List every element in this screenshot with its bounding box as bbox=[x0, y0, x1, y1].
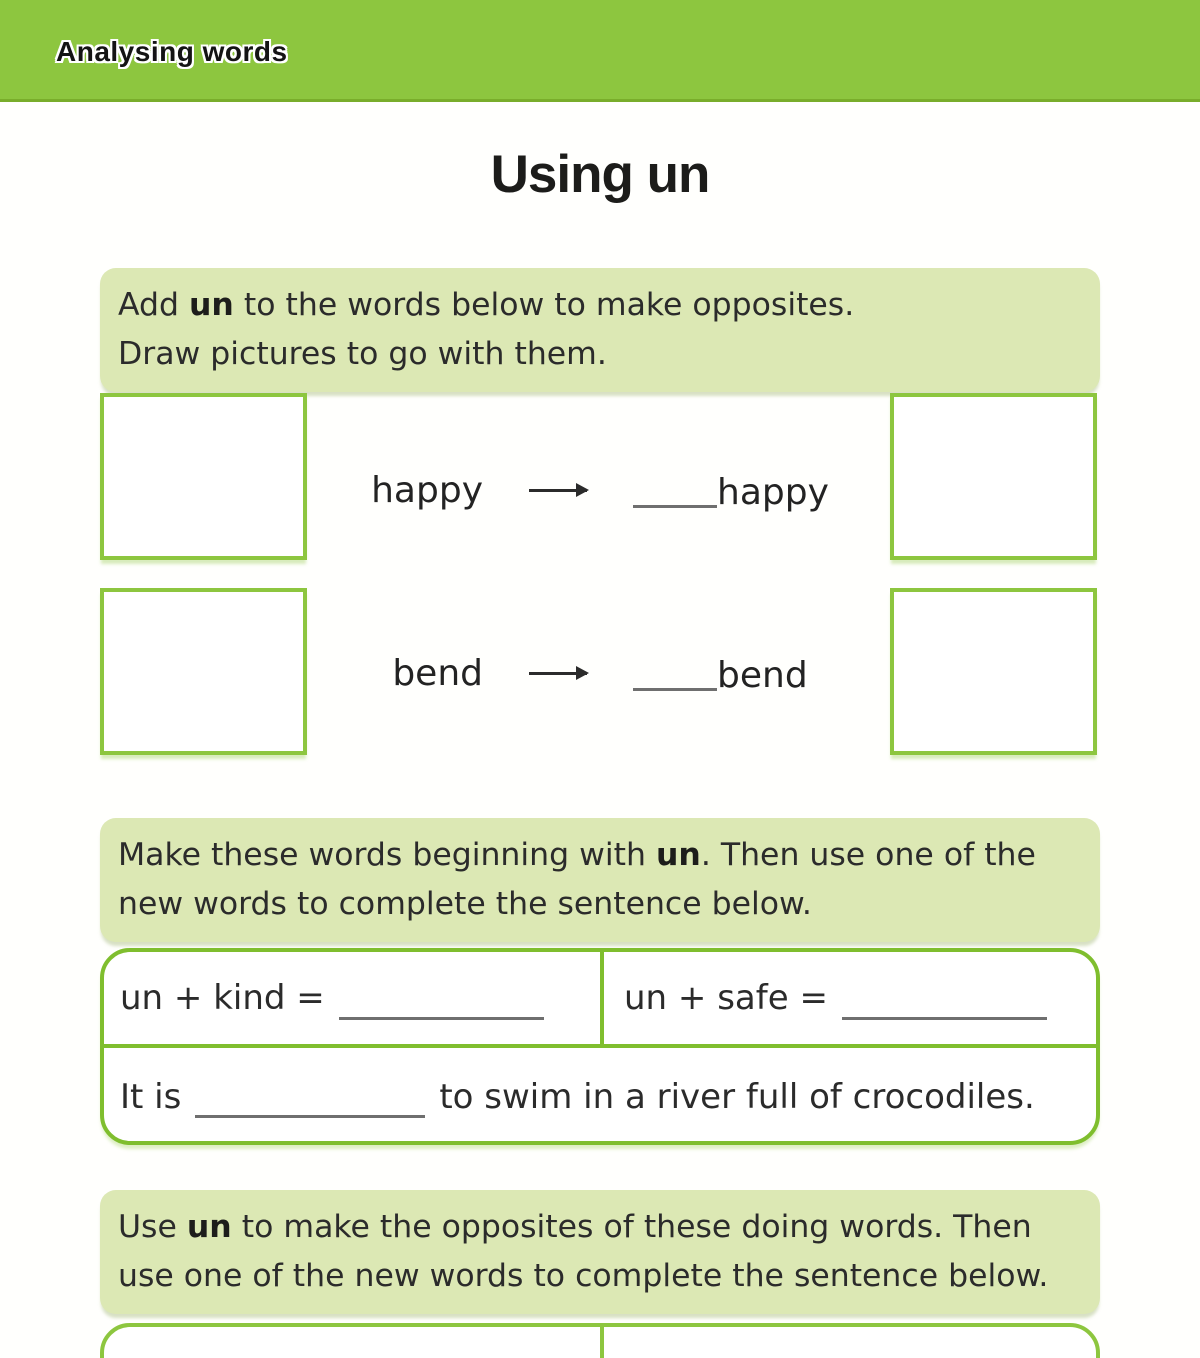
word-row-bend bbox=[100, 645, 1100, 701]
instruction-panel-add-un bbox=[100, 268, 1100, 392]
instruction-line-1: Add un to the words below to make opposites. bbox=[118, 287, 855, 323]
right-arrow-icon bbox=[529, 672, 587, 675]
cell-divider-vertical bbox=[600, 1327, 604, 1358]
bold-un: un bbox=[655, 837, 701, 873]
bold-un: un bbox=[186, 1209, 232, 1245]
equation-box bbox=[100, 948, 1100, 1145]
word-row-happy bbox=[100, 462, 1100, 518]
equation-label: un + safe = bbox=[624, 978, 828, 1018]
sentence-suffix: to swim in a river full of crocodiles. bbox=[439, 1076, 1035, 1117]
equation-cell-safe bbox=[624, 952, 1047, 1044]
result-word: happy bbox=[633, 467, 829, 513]
doing-words-box-partial bbox=[100, 1323, 1100, 1358]
instruction-panel-make-words: Make these words beginning with un. Then use one of the new words to complete the sentence below. bbox=[100, 818, 1100, 942]
prefix-blank-happy[interactable] bbox=[633, 471, 717, 508]
cell-divider-vertical bbox=[600, 952, 604, 1044]
page-title: Using un bbox=[490, 145, 710, 204]
sentence-row bbox=[120, 1048, 1080, 1145]
prefix-blank-bend[interactable] bbox=[633, 654, 717, 691]
instruction-line-2: Draw pictures to go with them. bbox=[118, 336, 607, 372]
result-word: bend bbox=[633, 650, 808, 696]
sentence-prefix: It is bbox=[120, 1076, 182, 1117]
instruction-panel-doing-words: Use un to make the opposites of these doing words. Then use one of the new words to complete the sentence below. bbox=[100, 1190, 1100, 1314]
right-arrow-icon bbox=[529, 489, 587, 492]
source-word: bend bbox=[392, 652, 483, 694]
header-label: Analysing words bbox=[56, 36, 288, 67]
source-word: happy bbox=[371, 469, 483, 511]
equation-cell-kind bbox=[120, 952, 544, 1044]
header-band bbox=[0, 0, 1200, 102]
equation-label: un + kind = bbox=[120, 978, 325, 1018]
answer-blank-unkind[interactable] bbox=[339, 984, 544, 1019]
sentence-answer-blank[interactable] bbox=[195, 1083, 425, 1118]
bold-un: un bbox=[189, 287, 234, 323]
answer-blank-unsafe[interactable] bbox=[842, 984, 1047, 1019]
